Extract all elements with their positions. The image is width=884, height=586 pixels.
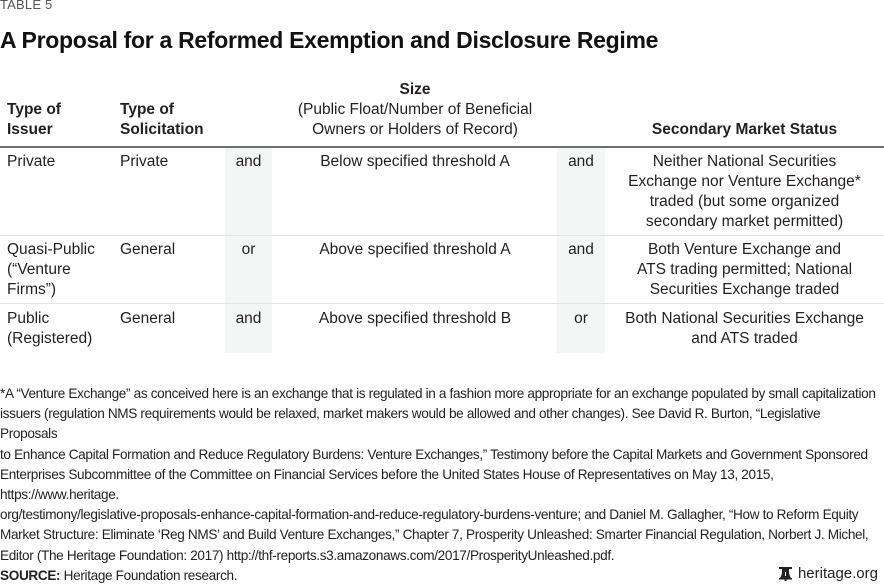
header-size-subtitle: (Public Float/Number of Beneficial (297, 101, 533, 118)
footnote-line: Enterprises Subcommittee of the Committee on Financial Services before the United States House of Representatives on May 13, 2015, https://www.heritage. (0, 466, 774, 503)
cell-line: traded (but some organized (649, 193, 840, 210)
cell-line: (“Venture (7, 261, 71, 278)
row-1-secondary-market (605, 152, 884, 232)
cell-line: Exchange nor Venture Exchange* (628, 173, 861, 190)
header-rule (0, 146, 884, 148)
header-line: Solicitation (120, 121, 204, 138)
cell-line: Public (7, 310, 50, 327)
row-1-size: Below specified threshold A (320, 153, 510, 170)
row-3-conjunction-2: or (574, 310, 588, 327)
header-type-of-issuer (7, 100, 61, 140)
header-line: Issuer (7, 121, 53, 138)
cell-line: Firms”) (7, 281, 57, 298)
cell-line: Both National Securities Exchange (625, 310, 864, 327)
header-line: Type of (120, 101, 174, 118)
cell-line: Securities Exchange traded (649, 281, 840, 298)
cell-line: ATS trading permitted; National (636, 261, 853, 278)
row-2-conjunction-2: and (568, 241, 594, 258)
cell-line: secondary market permitted) (645, 213, 844, 230)
row-3-secondary-market (605, 309, 884, 349)
row-divider (0, 235, 884, 236)
source-note (0, 566, 880, 586)
row-1-issuer (7, 152, 55, 172)
footnote-line: org/testimony/legislative-proposals-enhance-capital-formation-and-reduce-regulatory-burdens-venture; and Daniel M. Gallagher, “How to Reform Equity (0, 507, 859, 523)
footnote-line: Editor (The Heritage Foundation: 2017) http://thf-reports.s3.amazonaws.com/2017/ProsperityUnleashed.pdf. (0, 547, 615, 563)
brand-footer (779, 565, 878, 582)
header-size-subtitle: Owners or Holders of Record) (312, 121, 518, 138)
source-text: Heritage Foundation research. (60, 567, 238, 583)
cell-line: Neither National Securities (652, 153, 837, 170)
row-2-conjunction-1: or (241, 241, 256, 258)
row-divider (0, 303, 884, 304)
source-label: SOURCE: (0, 567, 61, 583)
header-secondary-market-status: Secondary Market Status (651, 121, 838, 138)
footnote (0, 384, 880, 586)
header-line: Type of (7, 101, 61, 118)
header-size-title: Size (399, 81, 431, 98)
brand-text: heritage.org (797, 565, 878, 582)
row-1-conjunction-1: and (235, 153, 262, 170)
cell-line: Both Venture Exchange and (647, 241, 842, 258)
cell-line: Private (7, 153, 56, 170)
row-2-issuer (7, 240, 95, 300)
header-size (272, 80, 558, 140)
row-2-size: Above specified threshold A (319, 241, 511, 258)
footnote-line: issuers (regulation NMS requirements would be relaxed, market makers would be allowed and other changes). See David R. Burton, “Legislative Proposals (0, 406, 821, 442)
row-3-conjunction-1: and (235, 310, 262, 327)
cell-line: and ATS traded (691, 330, 798, 347)
footnote-line: Market Structure: Eliminate ‘Reg NMS’ and Build Venture Exchanges,” Chapter 7, Prosperity Unleashed: Smarter Financial Regulation, Norbert J. Michel, (0, 527, 869, 543)
table-number-label: TABLE 5 (0, 0, 53, 12)
table-title: A Proposal for a Reformed Exemption and Disclosure Regime (0, 27, 659, 53)
row-2-solicitation: General (120, 241, 176, 258)
footnote-line: *A “Venture Exchange” as conceived here is an exchange that is regulated in a fashion more appropriate for an exchange populated by small capitalization (0, 386, 876, 401)
row-1-conjunction-2: and (568, 153, 594, 170)
row-3-size: Above specified threshold B (318, 310, 512, 327)
cell-line: Quasi-Public (7, 241, 95, 258)
header-type-of-solicitation (120, 100, 204, 140)
cell-line: (Registered) (7, 330, 93, 347)
footnote-line: to Enhance Capital Formation and Reduce Regulatory Burdens: Venture Exchanges,” Testimony before the Capital Markets and Government Sponsored (0, 446, 868, 462)
row-3-issuer (7, 309, 92, 349)
liberty-bell-icon (779, 567, 792, 581)
row-2-secondary-market (605, 240, 884, 300)
row-1-solicitation: Private (120, 153, 169, 170)
row-3-solicitation: General (120, 310, 176, 327)
